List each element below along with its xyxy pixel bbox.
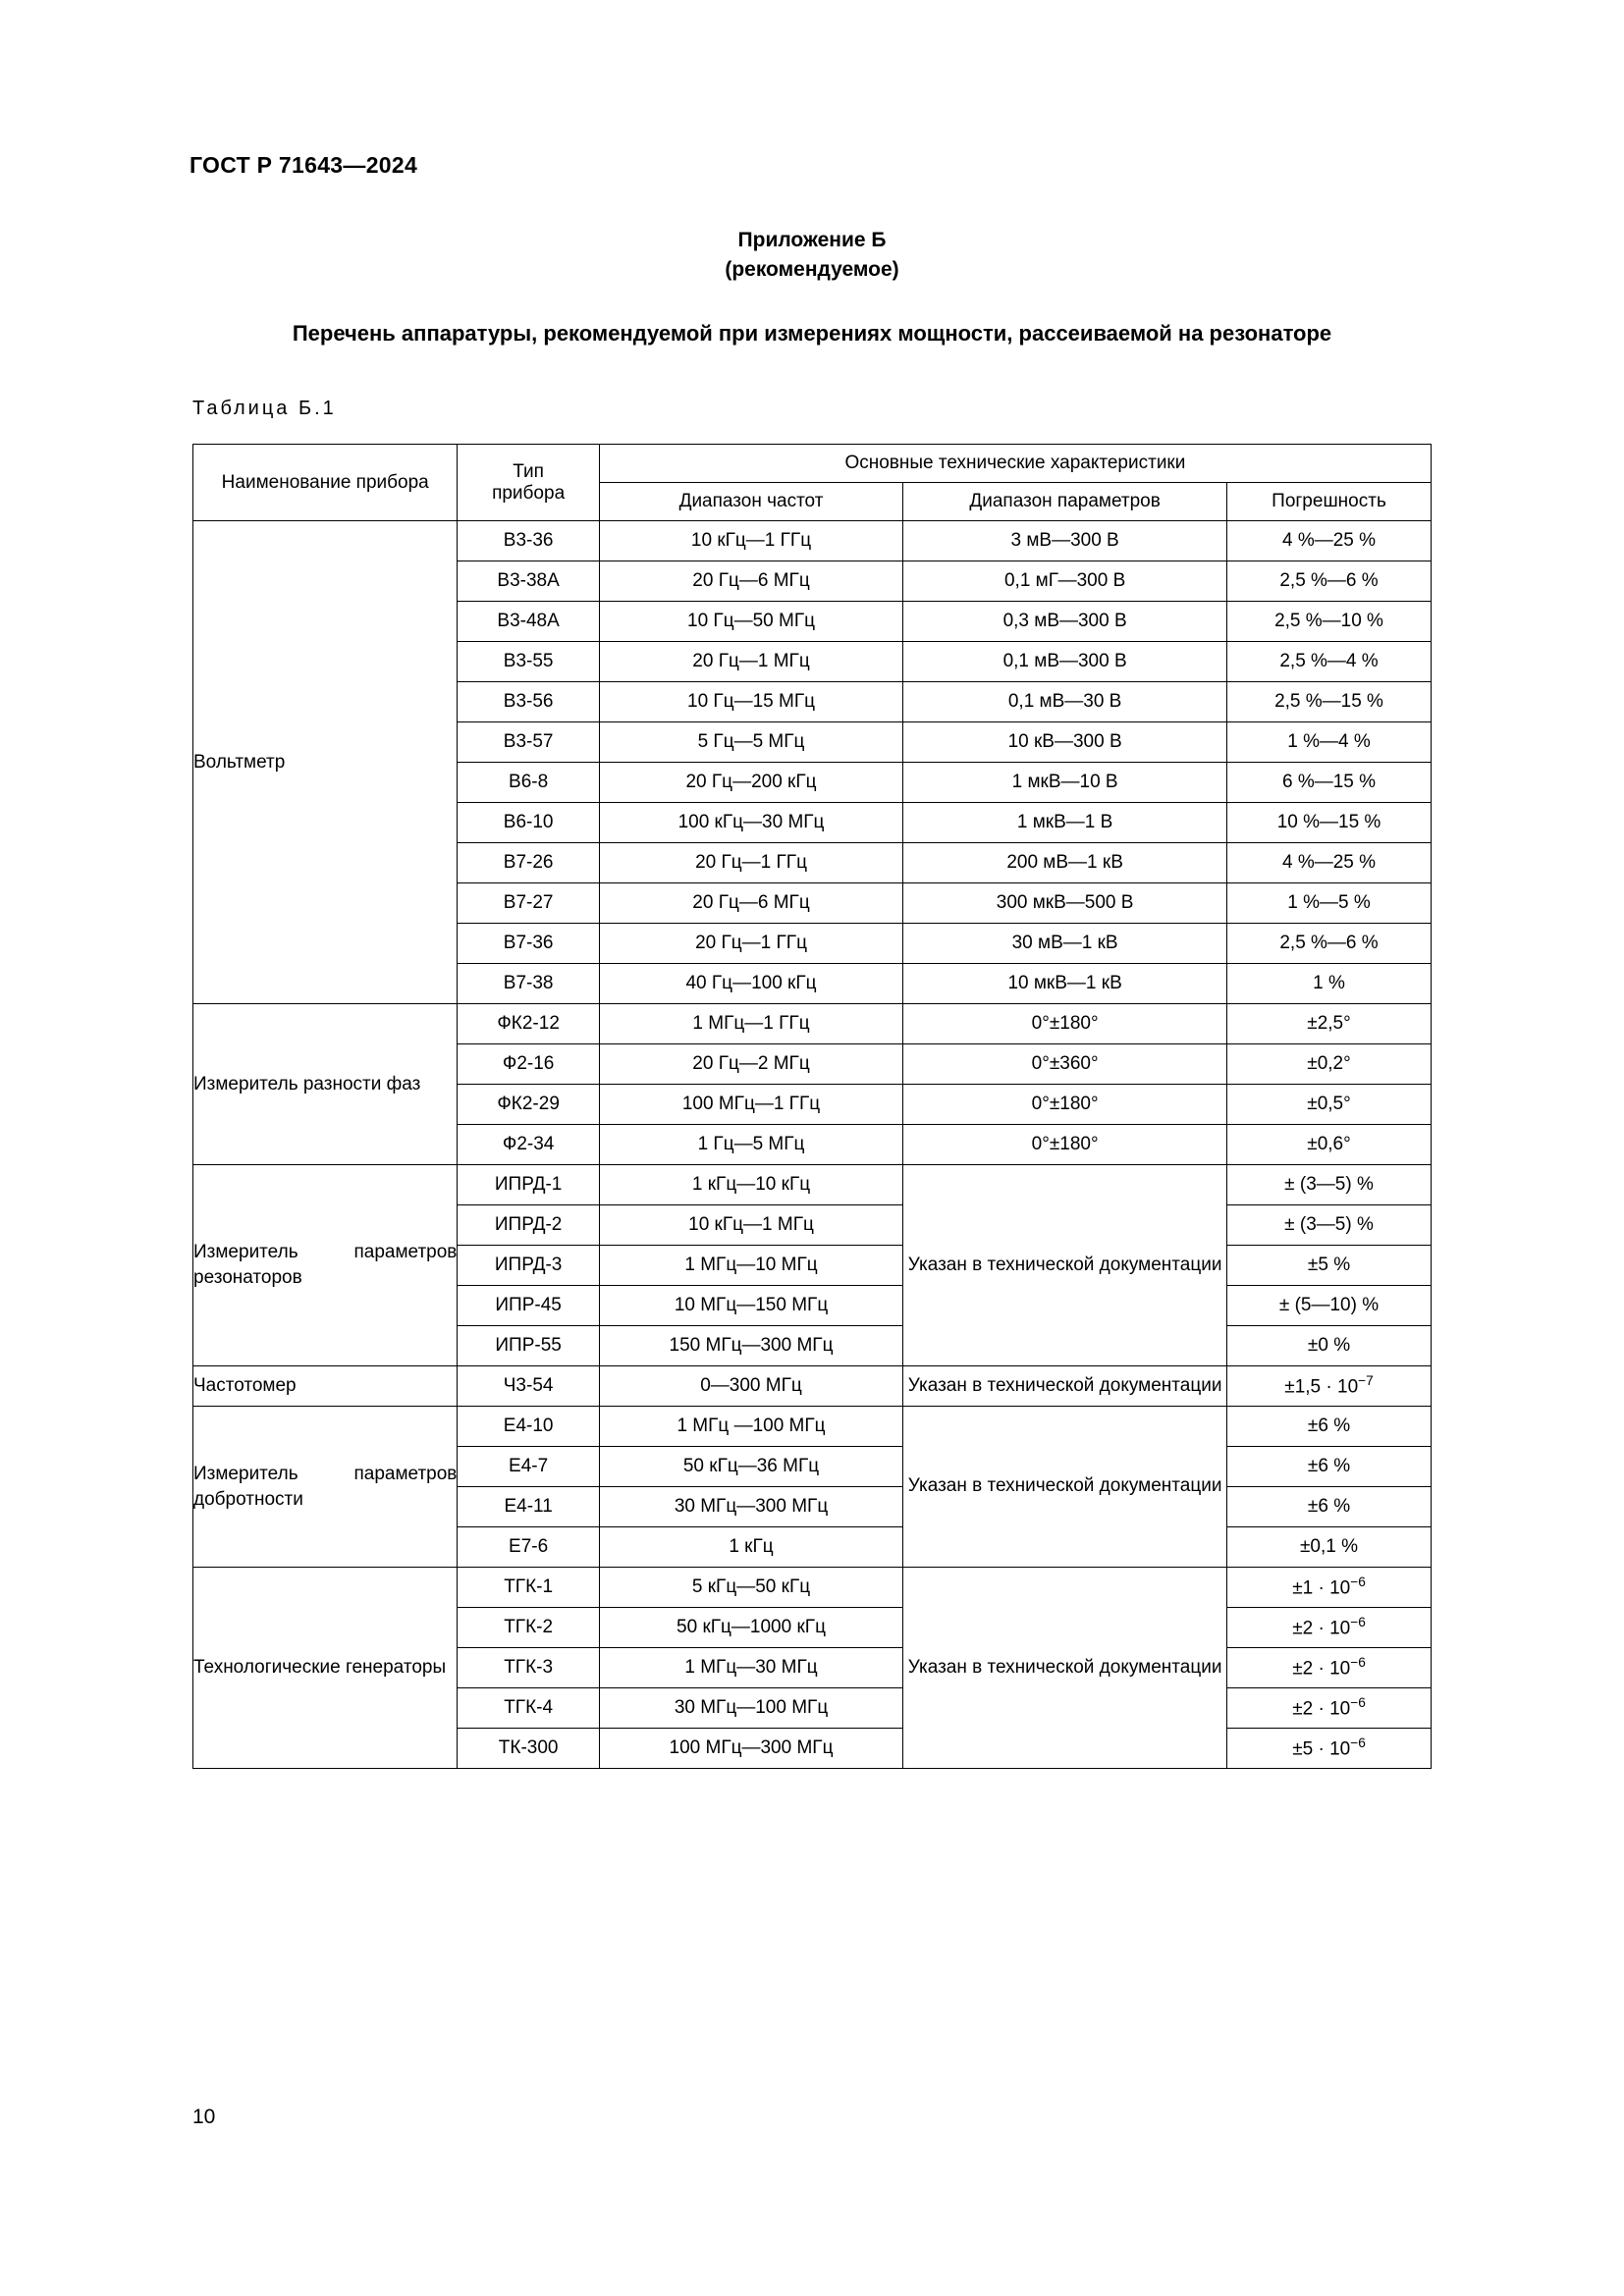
cell-frequency-range: 20 Гц—200 кГц	[599, 763, 902, 803]
cell-error: $\pm 2 \cdot 10^{-6}$	[1227, 1688, 1432, 1729]
cell-instrument-type: ИПРД-2	[458, 1205, 599, 1246]
cell-instrument-type: В3-48А	[458, 602, 599, 642]
cell-frequency-range: 10 Гц—15 МГц	[599, 682, 902, 722]
cell-instrument-type: Ф2-34	[458, 1125, 599, 1165]
cell-parameter-range: 0,1 мВ—30 В	[903, 682, 1227, 722]
cell-instrument-type: В7-38	[458, 964, 599, 1004]
cell-instrument-type: В7-27	[458, 883, 599, 924]
cell-error: 4 %—25 %	[1227, 843, 1432, 883]
cell-instrument-type: В3-36	[458, 521, 599, 561]
cell-instrument-type: ТГК-3	[458, 1648, 599, 1688]
th-freq: Диапазон частот	[599, 483, 902, 521]
cell-instrument-type: Е7-6	[458, 1527, 599, 1568]
cell-parameter-range: 0°±180°	[903, 1004, 1227, 1044]
cell-error: 10 %—15 %	[1227, 803, 1432, 843]
cell-parameter-range: Указан в технической документации	[903, 1366, 1227, 1407]
cell-instrument-type: Е4-7	[458, 1447, 599, 1487]
cell-frequency-range: 100 кГц—30 МГц	[599, 803, 902, 843]
cell-instrument-type: ФК2-12	[458, 1004, 599, 1044]
table-head	[193, 445, 1432, 521]
cell-frequency-range: 5 кГц—50 кГц	[599, 1568, 902, 1608]
annex-subtitle: (рекомендуемое)	[725, 258, 899, 282]
cell-parameter-range: Указан в технической документации	[903, 1407, 1227, 1568]
cell-error: ±0,2°	[1227, 1044, 1432, 1085]
cell-frequency-range: 30 МГц—300 МГц	[599, 1487, 902, 1527]
cell-error: 2,5 %—4 %	[1227, 642, 1432, 682]
cell-parameter-range: 30 мВ—1 кВ	[903, 924, 1227, 964]
table-row	[193, 521, 1432, 561]
table-row	[193, 1568, 1432, 1608]
table-header-row-1	[193, 445, 1432, 483]
cell-frequency-range: 1 МГц—10 МГц	[599, 1246, 902, 1286]
cell-error: $\pm 2 \cdot 10^{-6}$	[1227, 1648, 1432, 1688]
cell-error: ±0,1 %	[1227, 1527, 1432, 1568]
cell-instrument-type: В3-38А	[458, 561, 599, 602]
th-name: Наименование прибора	[193, 445, 458, 521]
cell-instrument-name: Измеритель параметров резонаторов	[193, 1165, 458, 1366]
cell-error: 2,5 %—6 %	[1227, 924, 1432, 964]
cell-frequency-range: 50 кГц—1000 кГц	[599, 1608, 902, 1648]
th-type: Тип прибора	[458, 445, 599, 521]
cell-instrument-name: Частотомер	[193, 1366, 458, 1407]
cell-parameter-range: 0,3 мВ—300 В	[903, 602, 1227, 642]
cell-parameter-range: 300 мкВ—500 В	[903, 883, 1227, 924]
cell-instrument-type: ФК2-29	[458, 1085, 599, 1125]
table-row	[193, 1407, 1432, 1447]
cell-instrument-type: ТГК-4	[458, 1688, 599, 1729]
cell-error: ±2,5°	[1227, 1004, 1432, 1044]
cell-error: $\pm 5 \cdot 10^{-6}$	[1227, 1729, 1432, 1769]
cell-error: 2,5 %—6 %	[1227, 561, 1432, 602]
table-row	[193, 1366, 1432, 1407]
cell-error: 6 %—15 %	[1227, 763, 1432, 803]
cell-parameter-range: 0°±180°	[903, 1125, 1227, 1165]
cell-error: 2,5 %—15 %	[1227, 682, 1432, 722]
cell-error: $\pm 1,5 \cdot 10^{-7}$	[1227, 1366, 1432, 1407]
cell-instrument-type: ИПРД-1	[458, 1165, 599, 1205]
cell-parameter-range: 1 мкВ—1 В	[903, 803, 1227, 843]
cell-instrument-type: В6-10	[458, 803, 599, 843]
annex-heading	[0, 226, 1624, 286]
cell-frequency-range: 5 Гц—5 МГц	[599, 722, 902, 763]
cell-instrument-type: ИПРД-3	[458, 1246, 599, 1286]
cell-error: ± (3—5) %	[1227, 1165, 1432, 1205]
cell-frequency-range: 10 Гц—50 МГц	[599, 602, 902, 642]
cell-frequency-range: 1 Гц—5 МГц	[599, 1125, 902, 1165]
cell-frequency-range: 10 кГц—1 МГц	[599, 1205, 902, 1246]
cell-instrument-type: Ф2-16	[458, 1044, 599, 1085]
cell-frequency-range: 1 МГц—30 МГц	[599, 1648, 902, 1688]
page-number: 10	[192, 2106, 216, 2128]
cell-frequency-range: 20 Гц—6 МГц	[599, 883, 902, 924]
cell-instrument-type: В7-26	[458, 843, 599, 883]
cell-parameter-range: 0,1 мГ—300 В	[903, 561, 1227, 602]
cell-frequency-range: 10 кГц—1 ГГц	[599, 521, 902, 561]
cell-frequency-range: 1 МГц —100 МГц	[599, 1407, 902, 1447]
cell-instrument-type: Ч3-54	[458, 1366, 599, 1407]
cell-frequency-range: 20 Гц—2 МГц	[599, 1044, 902, 1085]
cell-error: 4 %—25 %	[1227, 521, 1432, 561]
cell-instrument-name: Технологические генераторы	[193, 1568, 458, 1769]
cell-error: ± (5—10) %	[1227, 1286, 1432, 1326]
cell-frequency-range: 100 МГц—300 МГц	[599, 1729, 902, 1769]
cell-error: 1 %—5 %	[1227, 883, 1432, 924]
cell-instrument-type: ИПР-45	[458, 1286, 599, 1326]
cell-error: 1 %	[1227, 964, 1432, 1004]
cell-frequency-range: 20 Гц—6 МГц	[599, 561, 902, 602]
cell-error: $\pm 2 \cdot 10^{-6}$	[1227, 1608, 1432, 1648]
cell-error: ±0,6°	[1227, 1125, 1432, 1165]
apparatus-table	[192, 444, 1432, 1769]
cell-frequency-range: 10 МГц—150 МГц	[599, 1286, 902, 1326]
th-group: Основные технические характеристики	[599, 445, 1431, 483]
cell-error: ±0 %	[1227, 1326, 1432, 1366]
cell-frequency-range: 1 кГц	[599, 1527, 902, 1568]
cell-frequency-range: 20 Гц—1 МГц	[599, 642, 902, 682]
cell-parameter-range: Указан в технической документации	[903, 1165, 1227, 1366]
cell-frequency-range: 100 МГц—1 ГГц	[599, 1085, 902, 1125]
cell-frequency-range: 20 Гц—1 ГГц	[599, 843, 902, 883]
table-row	[193, 1165, 1432, 1205]
cell-instrument-type: В7-36	[458, 924, 599, 964]
cell-error: ±6 %	[1227, 1407, 1432, 1447]
cell-error: ±6 %	[1227, 1447, 1432, 1487]
cell-frequency-range: 20 Гц—1 ГГц	[599, 924, 902, 964]
cell-frequency-range: 40 Гц—100 кГц	[599, 964, 902, 1004]
cell-instrument-type: ТГК-2	[458, 1608, 599, 1648]
cell-error: $\pm 1 \cdot 10^{-6}$	[1227, 1568, 1432, 1608]
section-title: Перечень аппаратуры, рекомендуемой при измерениях мощности, рассеиваемой на резонаторе	[292, 321, 1332, 346]
table-body	[193, 521, 1432, 1769]
th-error: Погрешность	[1227, 483, 1432, 521]
cell-instrument-type: ТК-300	[458, 1729, 599, 1769]
cell-instrument-name: Измеритель разности фаз	[193, 1004, 458, 1165]
cell-instrument-type: ИПР-55	[458, 1326, 599, 1366]
cell-parameter-range: 1 мкВ—10 В	[903, 763, 1227, 803]
cell-error: ±5 %	[1227, 1246, 1432, 1286]
cell-error: ±6 %	[1227, 1487, 1432, 1527]
cell-parameter-range: 200 мВ—1 кВ	[903, 843, 1227, 883]
cell-error: 2,5 %—10 %	[1227, 602, 1432, 642]
cell-parameter-range: 0,1 мВ—300 В	[903, 642, 1227, 682]
cell-parameter-range: Указан в технической документации	[903, 1568, 1227, 1769]
cell-parameter-range: 0°±360°	[903, 1044, 1227, 1085]
th-params: Диапазон параметров	[903, 483, 1227, 521]
cell-instrument-type: В6-8	[458, 763, 599, 803]
cell-parameter-range: 0°±180°	[903, 1085, 1227, 1125]
cell-frequency-range: 1 кГц—10 кГц	[599, 1165, 902, 1205]
table-caption: Таблица Б.1	[192, 398, 337, 419]
cell-frequency-range: 150 МГц—300 МГц	[599, 1326, 902, 1366]
cell-instrument-type: В3-57	[458, 722, 599, 763]
cell-error: 1 %—4 %	[1227, 722, 1432, 763]
cell-parameter-range: 10 мкВ—1 кВ	[903, 964, 1227, 1004]
table-row	[193, 1004, 1432, 1044]
page-header: ГОСТ Р 71643—2024	[189, 152, 418, 178]
cell-parameter-range: 10 кВ—300 В	[903, 722, 1227, 763]
cell-frequency-range: 30 МГц—100 МГц	[599, 1688, 902, 1729]
annex-title: Приложение Б	[737, 229, 887, 251]
cell-instrument-name: Вольтметр	[193, 521, 458, 1004]
cell-instrument-type: Е4-11	[458, 1487, 599, 1527]
cell-instrument-type: В3-56	[458, 682, 599, 722]
cell-instrument-type: ТГК-1	[458, 1568, 599, 1608]
cell-frequency-range: 1 МГц—1 ГГц	[599, 1004, 902, 1044]
cell-instrument-name: Измеритель параметров добротности	[193, 1407, 458, 1568]
cell-frequency-range: 0—300 МГц	[599, 1366, 902, 1407]
cell-instrument-type: В3-55	[458, 642, 599, 682]
cell-error: ±0,5°	[1227, 1085, 1432, 1125]
cell-frequency-range: 50 кГц—36 МГц	[599, 1447, 902, 1487]
cell-parameter-range: 3 мВ—300 В	[903, 521, 1227, 561]
cell-instrument-type: Е4-10	[458, 1407, 599, 1447]
cell-error: ± (3—5) %	[1227, 1205, 1432, 1246]
